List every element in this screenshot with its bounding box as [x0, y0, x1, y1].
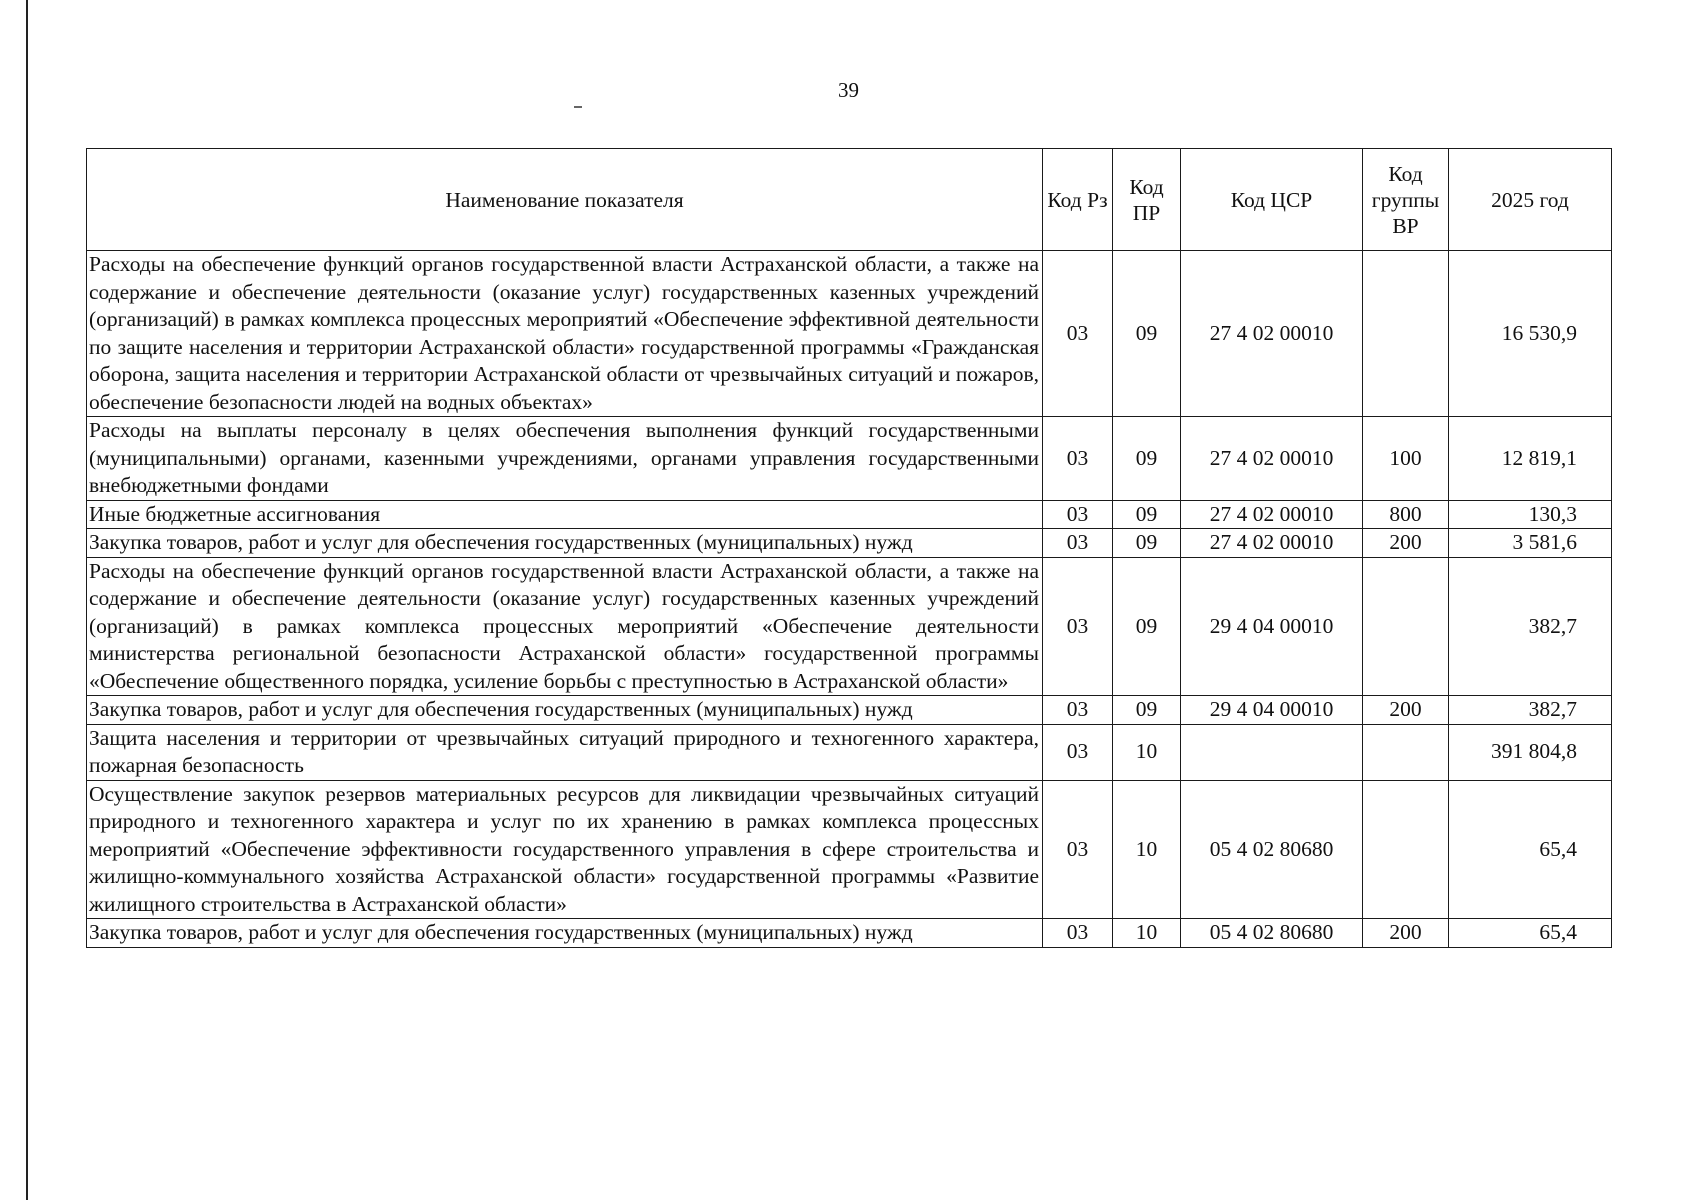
table-row: [87, 557, 1612, 696]
row-rz: 03: [1043, 251, 1113, 417]
row-name: Расходы на обеспечение функций органов государственной власти Астраханской области, а также на содержание и обеспечение деятельности (оказание услуг) государственных казенных учреждений (организаций) в рамках комплекса процессных мероприятий «Обеспечение эффективной деятельности по защите населения и территории Астраханской области» государственной программы «Гражданская оборона, защита населения и территории Астраханской области от чрезвычайных ситуаций и пожаров, обеспечение безопасности людей на водных объектах»: [87, 251, 1043, 417]
scan-speck: [574, 106, 582, 108]
row-name: Защита населения и территории от чрезвычайных ситуаций природного и техногенного характера, пожарная безопасность: [87, 724, 1043, 780]
row-csr: 05 4 02 80680: [1181, 919, 1363, 948]
row-vr: 100: [1363, 417, 1449, 501]
row-pr: 09: [1113, 251, 1181, 417]
row-amount: 16 530,9: [1449, 251, 1612, 417]
row-amount: 65,4: [1449, 919, 1612, 948]
header-pr: Код ПР: [1113, 149, 1181, 251]
table-row: [87, 500, 1612, 529]
row-vr: [1363, 557, 1449, 696]
row-rz: 03: [1043, 557, 1113, 696]
row-name: Закупка товаров, работ и услуг для обеспечения государственных (муниципальных) нужд: [87, 919, 1043, 948]
row-name: Расходы на обеспечение функций органов государственной власти Астраханской области, а также на содержание и обеспечение деятельности (оказание услуг) государственных казенных учреждений (организаций) в рамках комплекса процессных мероприятий «Обеспечение деятельности министерства региональной безопасности Астраханской области» государственной программы «Обеспечение общественного порядка, усиление борьбы с преступностью в Астраханской области»: [87, 557, 1043, 696]
row-vr: 200: [1363, 529, 1449, 558]
row-name: Закупка товаров, работ и услуг для обеспечения государственных (муниципальных) нужд: [87, 529, 1043, 558]
table-row: [87, 919, 1612, 948]
row-amount: 382,7: [1449, 557, 1612, 696]
row-name: Расходы на выплаты персоналу в целях обеспечения выполнения функций государственными (муниципальными) органами, казенными учреждениями, органами управления государственными внебюджетными фондами: [87, 417, 1043, 501]
table-row: [87, 251, 1612, 417]
row-amount: 12 819,1: [1449, 417, 1612, 501]
row-vr: 200: [1363, 919, 1449, 948]
scan-edge-line: [26, 0, 28, 1200]
row-rz: 03: [1043, 724, 1113, 780]
row-csr: 27 4 02 00010: [1181, 529, 1363, 558]
table-row: [87, 724, 1612, 780]
table-row: [87, 417, 1612, 501]
row-name: Осуществление закупок резервов материальных ресурсов для ликвидации чрезвычайных ситуаций природного и техногенного характера и услуг по их хранению в рамках комплекса процессных мероприятий «Обеспечение эффективности государственного управления в сфере строительства и жилищно-коммунального хозяйства Астраханской области» государственной программы «Развитие жилищного строительства в Астраханской области»: [87, 780, 1043, 919]
row-rz: 03: [1043, 529, 1113, 558]
row-pr: 10: [1113, 919, 1181, 948]
row-pr: 09: [1113, 696, 1181, 725]
row-pr: 09: [1113, 557, 1181, 696]
row-amount: 3 581,6: [1449, 529, 1612, 558]
header-vr: Код группы ВР: [1363, 149, 1449, 251]
header-name: Наименование показателя: [87, 149, 1043, 251]
row-vr: [1363, 724, 1449, 780]
header-rz: Код Рз: [1043, 149, 1113, 251]
row-amount: 382,7: [1449, 696, 1612, 725]
row-rz: 03: [1043, 417, 1113, 501]
row-pr: 09: [1113, 529, 1181, 558]
row-amount: 130,3: [1449, 500, 1612, 529]
table-header-row: [87, 149, 1612, 251]
row-pr: 10: [1113, 724, 1181, 780]
row-csr: 27 4 02 00010: [1181, 251, 1363, 417]
row-pr: 09: [1113, 417, 1181, 501]
row-pr: 09: [1113, 500, 1181, 529]
page-number: 39: [838, 78, 859, 102]
table-row: [87, 780, 1612, 919]
row-csr: 27 4 02 00010: [1181, 500, 1363, 529]
row-rz: 03: [1043, 780, 1113, 919]
table-row: [87, 696, 1612, 725]
row-name: Закупка товаров, работ и услуг для обеспечения государственных (муниципальных) нужд: [87, 696, 1043, 725]
row-csr: 29 4 04 00010: [1181, 557, 1363, 696]
row-vr: 200: [1363, 696, 1449, 725]
row-name: Иные бюджетные ассигнования: [87, 500, 1043, 529]
row-rz: 03: [1043, 500, 1113, 529]
row-vr: 800: [1363, 500, 1449, 529]
row-rz: 03: [1043, 919, 1113, 948]
row-csr: 29 4 04 00010: [1181, 696, 1363, 725]
budget-table: [86, 148, 1612, 948]
row-csr: [1181, 724, 1363, 780]
row-csr: 27 4 02 00010: [1181, 417, 1363, 501]
row-amount: 65,4: [1449, 780, 1612, 919]
row-rz: 03: [1043, 696, 1113, 725]
header-csr: Код ЦСР: [1181, 149, 1363, 251]
row-vr: [1363, 780, 1449, 919]
row-amount: 391 804,8: [1449, 724, 1612, 780]
header-year: 2025 год: [1449, 149, 1612, 251]
row-csr: 05 4 02 80680: [1181, 780, 1363, 919]
table-row: [87, 529, 1612, 558]
row-vr: [1363, 251, 1449, 417]
row-pr: 10: [1113, 780, 1181, 919]
